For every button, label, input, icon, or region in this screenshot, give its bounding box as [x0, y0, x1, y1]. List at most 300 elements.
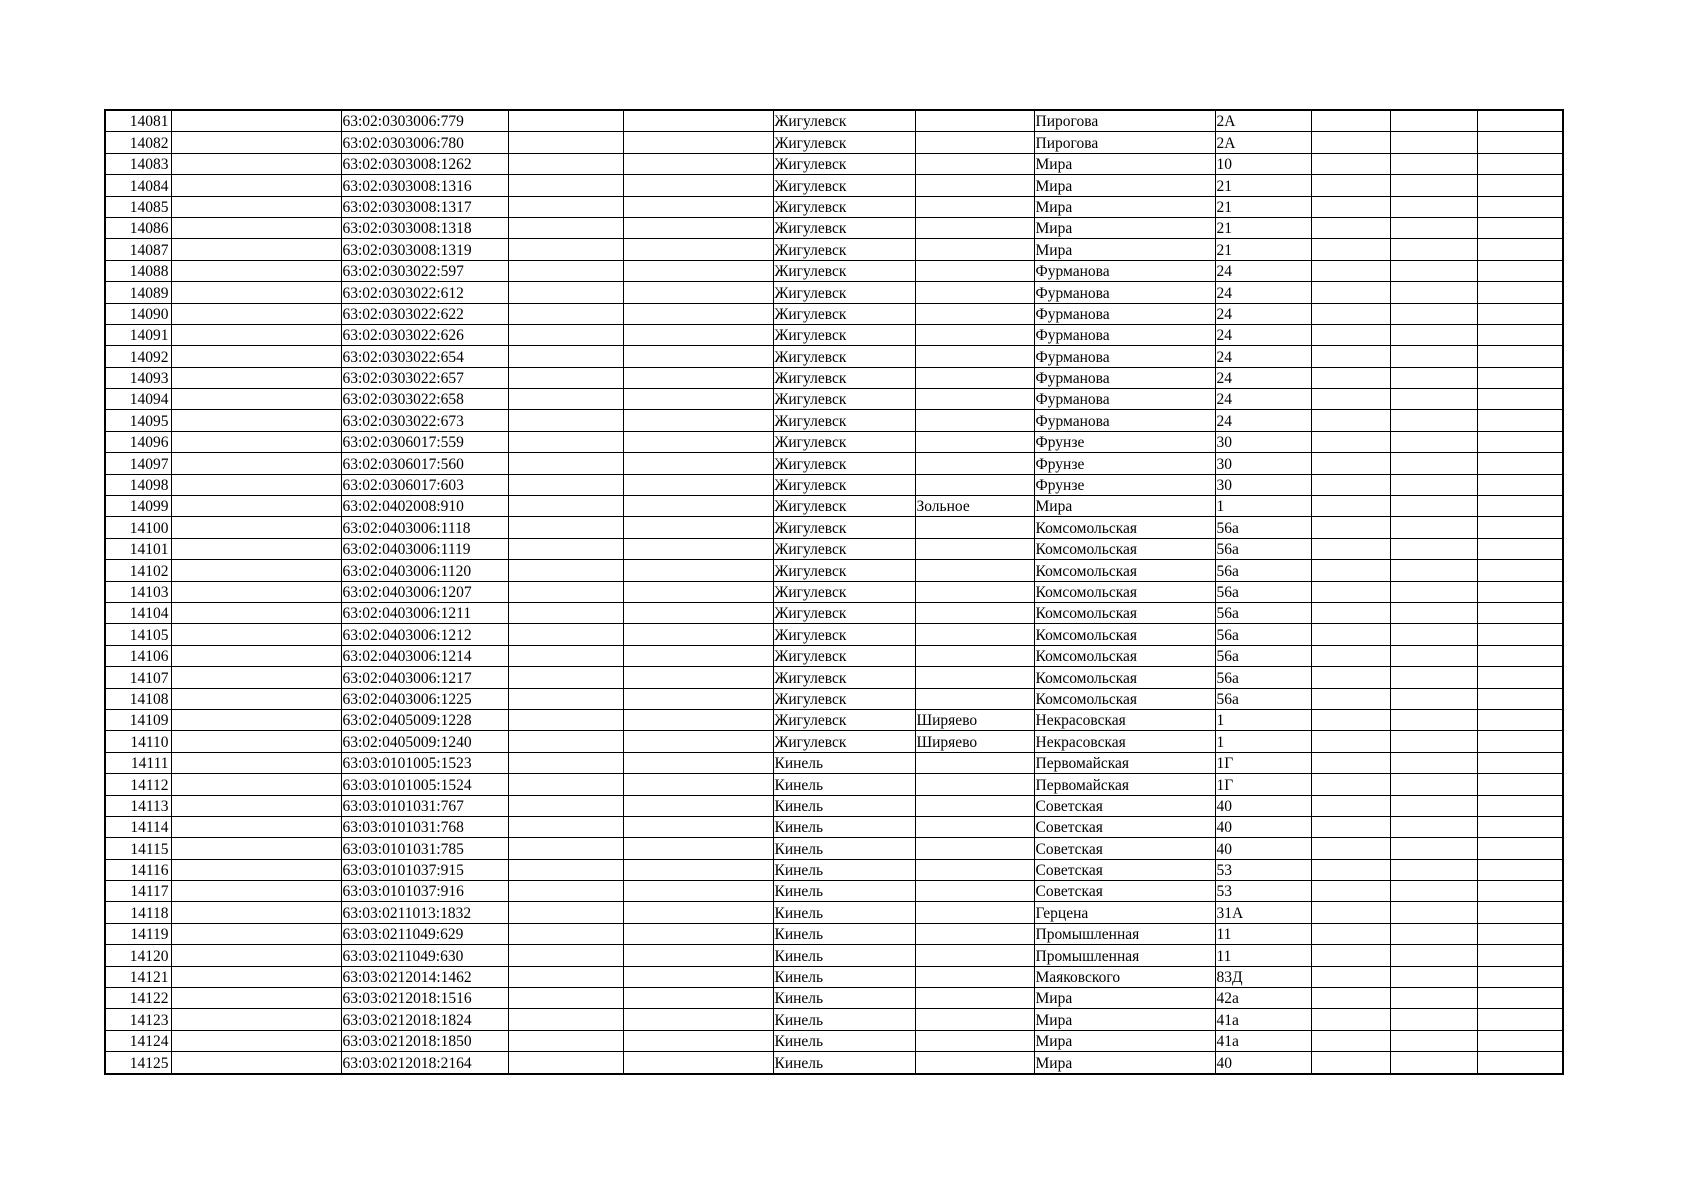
street-cell: Мира — [1034, 196, 1215, 217]
blank-a-cell — [171, 560, 341, 581]
row-number-cell: 14091 — [105, 324, 171, 345]
cadastral-number-cell: 63:02:0403006:1217 — [341, 667, 508, 688]
settlement-cell — [915, 624, 1034, 645]
street-cell: Герцена — [1034, 902, 1215, 923]
cadastral-number-cell: 63:03:0101031:768 — [341, 816, 508, 837]
blank-a-cell — [171, 602, 341, 623]
cadastral-number-cell: 63:02:0303022:658 — [341, 389, 508, 410]
blank-e-cell — [1390, 581, 1477, 602]
city-cell: Кинель — [773, 774, 915, 795]
blank-b-cell — [508, 217, 623, 238]
blank-a-cell — [171, 881, 341, 902]
blank-b-cell — [508, 346, 623, 367]
blank-a-cell — [171, 410, 341, 431]
house-number-cell: 24 — [1215, 346, 1311, 367]
row-number-cell: 14082 — [105, 132, 171, 153]
settlement-cell — [915, 923, 1034, 944]
house-number-cell: 24 — [1215, 389, 1311, 410]
house-number-cell: 1 — [1215, 496, 1311, 517]
blank-d-cell — [1311, 816, 1390, 837]
table-row — [105, 645, 1563, 666]
cadastral-number-cell: 63:02:0405009:1228 — [341, 709, 508, 730]
table-row — [105, 816, 1563, 837]
row-number-cell: 14097 — [105, 453, 171, 474]
row-number-cell: 14119 — [105, 923, 171, 944]
blank-f-cell — [1477, 496, 1563, 517]
blank-c-cell — [623, 303, 773, 324]
blank-c-cell — [623, 367, 773, 388]
street-cell: Мира — [1034, 217, 1215, 238]
blank-e-cell — [1390, 453, 1477, 474]
street-cell: Мира — [1034, 239, 1215, 260]
blank-b-cell — [508, 923, 623, 944]
row-number-cell: 14098 — [105, 474, 171, 495]
city-cell: Жигулевск — [773, 453, 915, 474]
property-registry-table — [104, 109, 1564, 1075]
blank-e-cell — [1390, 538, 1477, 559]
blank-d-cell — [1311, 560, 1390, 581]
city-cell: Жигулевск — [773, 175, 915, 196]
blank-c-cell — [623, 988, 773, 1009]
house-number-cell: 41а — [1215, 1009, 1311, 1030]
house-number-cell: 2А — [1215, 110, 1311, 132]
blank-c-cell — [623, 324, 773, 345]
cadastral-number-cell: 63:03:0212014:1462 — [341, 966, 508, 987]
blank-c-cell — [623, 859, 773, 880]
row-number-cell: 14089 — [105, 282, 171, 303]
table-row — [105, 667, 1563, 688]
blank-e-cell — [1390, 517, 1477, 538]
street-cell: Фрунзе — [1034, 453, 1215, 474]
blank-f-cell — [1477, 902, 1563, 923]
blank-a-cell — [171, 945, 341, 966]
settlement-cell — [915, 602, 1034, 623]
house-number-cell: 10 — [1215, 153, 1311, 174]
table-row — [105, 517, 1563, 538]
blank-e-cell — [1390, 945, 1477, 966]
blank-c-cell — [623, 110, 773, 132]
blank-c-cell — [623, 560, 773, 581]
blank-f-cell — [1477, 923, 1563, 944]
blank-c-cell — [623, 774, 773, 795]
blank-b-cell — [508, 560, 623, 581]
blank-d-cell — [1311, 110, 1390, 132]
blank-c-cell — [623, 581, 773, 602]
blank-e-cell — [1390, 282, 1477, 303]
city-cell: Жигулевск — [773, 389, 915, 410]
blank-d-cell — [1311, 945, 1390, 966]
settlement-cell — [915, 110, 1034, 132]
blank-d-cell — [1311, 923, 1390, 944]
blank-f-cell — [1477, 688, 1563, 709]
blank-e-cell — [1390, 795, 1477, 816]
blank-e-cell — [1390, 731, 1477, 752]
blank-e-cell — [1390, 881, 1477, 902]
cadastral-number-cell: 63:02:0303008:1318 — [341, 217, 508, 238]
settlement-cell — [915, 859, 1034, 880]
blank-a-cell — [171, 1009, 341, 1030]
registry-body — [105, 110, 1563, 1074]
table-row — [105, 496, 1563, 517]
cadastral-number-cell: 63:03:0212018:1850 — [341, 1030, 508, 1051]
blank-d-cell — [1311, 795, 1390, 816]
blank-b-cell — [508, 517, 623, 538]
settlement-cell — [915, 431, 1034, 452]
street-cell: Комсомольская — [1034, 602, 1215, 623]
cadastral-number-cell: 63:03:0211049:630 — [341, 945, 508, 966]
blank-a-cell — [171, 153, 341, 174]
blank-e-cell — [1390, 1030, 1477, 1051]
house-number-cell: 56а — [1215, 560, 1311, 581]
cadastral-number-cell: 63:03:0101005:1524 — [341, 774, 508, 795]
settlement-cell — [915, 282, 1034, 303]
table-row — [105, 688, 1563, 709]
cadastral-number-cell: 63:02:0306017:560 — [341, 453, 508, 474]
table-row — [105, 1009, 1563, 1030]
blank-c-cell — [623, 602, 773, 623]
blank-a-cell — [171, 196, 341, 217]
blank-e-cell — [1390, 410, 1477, 431]
settlement-cell — [915, 239, 1034, 260]
city-cell: Жигулевск — [773, 303, 915, 324]
blank-a-cell — [171, 110, 341, 132]
blank-c-cell — [623, 1009, 773, 1030]
blank-b-cell — [508, 581, 623, 602]
cadastral-number-cell: 63:03:0212018:1516 — [341, 988, 508, 1009]
blank-e-cell — [1390, 367, 1477, 388]
blank-d-cell — [1311, 667, 1390, 688]
settlement-cell — [915, 175, 1034, 196]
blank-d-cell — [1311, 474, 1390, 495]
blank-c-cell — [623, 966, 773, 987]
blank-b-cell — [508, 795, 623, 816]
blank-b-cell — [508, 1030, 623, 1051]
cadastral-number-cell: 63:02:0405009:1240 — [341, 731, 508, 752]
house-number-cell: 21 — [1215, 217, 1311, 238]
blank-d-cell — [1311, 324, 1390, 345]
blank-c-cell — [623, 132, 773, 153]
blank-e-cell — [1390, 774, 1477, 795]
cadastral-number-cell: 63:03:0101005:1523 — [341, 752, 508, 773]
table-row — [105, 110, 1563, 132]
table-row — [105, 367, 1563, 388]
row-number-cell: 14114 — [105, 816, 171, 837]
blank-b-cell — [508, 667, 623, 688]
table-row — [105, 453, 1563, 474]
row-number-cell: 14109 — [105, 709, 171, 730]
blank-b-cell — [508, 153, 623, 174]
cadastral-number-cell: 63:02:0303022:622 — [341, 303, 508, 324]
settlement-cell — [915, 153, 1034, 174]
row-number-cell: 14105 — [105, 624, 171, 645]
house-number-cell: 56а — [1215, 538, 1311, 559]
cadastral-number-cell: 63:02:0303022:657 — [341, 367, 508, 388]
street-cell: Советская — [1034, 881, 1215, 902]
settlement-cell — [915, 902, 1034, 923]
blank-a-cell — [171, 624, 341, 645]
blank-b-cell — [508, 410, 623, 431]
blank-c-cell — [623, 453, 773, 474]
blank-a-cell — [171, 538, 341, 559]
street-cell: Советская — [1034, 838, 1215, 859]
blank-a-cell — [171, 988, 341, 1009]
house-number-cell: 56а — [1215, 624, 1311, 645]
blank-a-cell — [171, 966, 341, 987]
row-number-cell: 14102 — [105, 560, 171, 581]
blank-e-cell — [1390, 709, 1477, 730]
blank-e-cell — [1390, 239, 1477, 260]
blank-d-cell — [1311, 217, 1390, 238]
blank-a-cell — [171, 752, 341, 773]
blank-b-cell — [508, 389, 623, 410]
blank-c-cell — [623, 431, 773, 452]
blank-f-cell — [1477, 1009, 1563, 1030]
blank-c-cell — [623, 838, 773, 859]
blank-a-cell — [171, 795, 341, 816]
settlement-cell — [915, 367, 1034, 388]
row-number-cell: 14081 — [105, 110, 171, 132]
blank-d-cell — [1311, 752, 1390, 773]
city-cell: Кинель — [773, 1030, 915, 1051]
blank-f-cell — [1477, 367, 1563, 388]
table-row — [105, 731, 1563, 752]
city-cell: Кинель — [773, 1009, 915, 1030]
street-cell: Фурманова — [1034, 410, 1215, 431]
blank-a-cell — [171, 175, 341, 196]
blank-f-cell — [1477, 774, 1563, 795]
blank-b-cell — [508, 602, 623, 623]
row-number-cell: 14110 — [105, 731, 171, 752]
blank-b-cell — [508, 474, 623, 495]
blank-d-cell — [1311, 132, 1390, 153]
blank-b-cell — [508, 645, 623, 666]
settlement-cell: Зольное — [915, 496, 1034, 517]
blank-f-cell — [1477, 624, 1563, 645]
blank-a-cell — [171, 282, 341, 303]
city-cell: Жигулевск — [773, 581, 915, 602]
row-number-cell: 14113 — [105, 795, 171, 816]
house-number-cell: 53 — [1215, 859, 1311, 880]
settlement-cell — [915, 795, 1034, 816]
blank-a-cell — [171, 453, 341, 474]
blank-a-cell — [171, 346, 341, 367]
street-cell: Комсомольская — [1034, 624, 1215, 645]
city-cell: Жигулевск — [773, 560, 915, 581]
blank-f-cell — [1477, 389, 1563, 410]
row-number-cell: 14092 — [105, 346, 171, 367]
settlement-cell — [915, 217, 1034, 238]
blank-b-cell — [508, 881, 623, 902]
row-number-cell: 14087 — [105, 239, 171, 260]
row-number-cell: 14083 — [105, 153, 171, 174]
blank-a-cell — [171, 902, 341, 923]
settlement-cell — [915, 1052, 1034, 1074]
blank-d-cell — [1311, 1030, 1390, 1051]
blank-f-cell — [1477, 881, 1563, 902]
house-number-cell: 56а — [1215, 602, 1311, 623]
cadastral-number-cell: 63:02:0306017:559 — [341, 431, 508, 452]
settlement-cell — [915, 1030, 1034, 1051]
table-row — [105, 624, 1563, 645]
street-cell: Комсомольская — [1034, 538, 1215, 559]
blank-f-cell — [1477, 538, 1563, 559]
house-number-cell: 11 — [1215, 923, 1311, 944]
settlement-cell — [915, 453, 1034, 474]
blank-b-cell — [508, 816, 623, 837]
row-number-cell: 14120 — [105, 945, 171, 966]
cadastral-number-cell: 63:03:0211049:629 — [341, 923, 508, 944]
blank-d-cell — [1311, 774, 1390, 795]
blank-a-cell — [171, 389, 341, 410]
street-cell: Промышленная — [1034, 945, 1215, 966]
blank-d-cell — [1311, 303, 1390, 324]
blank-a-cell — [171, 645, 341, 666]
blank-f-cell — [1477, 988, 1563, 1009]
cadastral-number-cell: 63:02:0303008:1317 — [341, 196, 508, 217]
house-number-cell: 1Г — [1215, 774, 1311, 795]
blank-c-cell — [623, 474, 773, 495]
city-cell: Жигулевск — [773, 496, 915, 517]
blank-e-cell — [1390, 688, 1477, 709]
street-cell: Мира — [1034, 175, 1215, 196]
house-number-cell: 24 — [1215, 303, 1311, 324]
row-number-cell: 14111 — [105, 752, 171, 773]
house-number-cell: 24 — [1215, 324, 1311, 345]
settlement-cell — [915, 474, 1034, 495]
street-cell: Комсомольская — [1034, 517, 1215, 538]
city-cell: Жигулевск — [773, 153, 915, 174]
blank-a-cell — [171, 688, 341, 709]
settlement-cell: Ширяево — [915, 731, 1034, 752]
settlement-cell — [915, 838, 1034, 859]
settlement-cell — [915, 410, 1034, 431]
blank-c-cell — [623, 196, 773, 217]
blank-f-cell — [1477, 410, 1563, 431]
blank-e-cell — [1390, 474, 1477, 495]
cadastral-number-cell: 63:02:0403006:1118 — [341, 517, 508, 538]
blank-e-cell — [1390, 923, 1477, 944]
blank-e-cell — [1390, 260, 1477, 281]
cadastral-number-cell: 63:03:0212018:1824 — [341, 1009, 508, 1030]
table-row — [105, 859, 1563, 880]
cadastral-number-cell: 63:02:0303022:597 — [341, 260, 508, 281]
blank-c-cell — [623, 282, 773, 303]
blank-d-cell — [1311, 902, 1390, 923]
row-number-cell: 14103 — [105, 581, 171, 602]
table-row — [105, 474, 1563, 495]
blank-d-cell — [1311, 346, 1390, 367]
blank-f-cell — [1477, 110, 1563, 132]
row-number-cell: 14125 — [105, 1052, 171, 1074]
street-cell: Первомайская — [1034, 752, 1215, 773]
blank-c-cell — [623, 517, 773, 538]
blank-b-cell — [508, 453, 623, 474]
blank-b-cell — [508, 175, 623, 196]
blank-d-cell — [1311, 988, 1390, 1009]
city-cell: Жигулевск — [773, 538, 915, 559]
city-cell: Кинель — [773, 988, 915, 1009]
street-cell: Мира — [1034, 1052, 1215, 1074]
city-cell: Кинель — [773, 945, 915, 966]
blank-d-cell — [1311, 581, 1390, 602]
blank-e-cell — [1390, 217, 1477, 238]
blank-a-cell — [171, 517, 341, 538]
street-cell: Фрунзе — [1034, 474, 1215, 495]
house-number-cell: 56а — [1215, 581, 1311, 602]
house-number-cell: 24 — [1215, 260, 1311, 281]
city-cell: Кинель — [773, 795, 915, 816]
row-number-cell: 14122 — [105, 988, 171, 1009]
settlement-cell — [915, 945, 1034, 966]
blank-f-cell — [1477, 303, 1563, 324]
blank-b-cell — [508, 774, 623, 795]
cadastral-number-cell: 63:02:0303008:1319 — [341, 239, 508, 260]
blank-c-cell — [623, 346, 773, 367]
blank-e-cell — [1390, 752, 1477, 773]
table-row — [105, 774, 1563, 795]
city-cell: Жигулевск — [773, 688, 915, 709]
blank-b-cell — [508, 367, 623, 388]
blank-e-cell — [1390, 966, 1477, 987]
city-cell: Жигулевск — [773, 110, 915, 132]
blank-e-cell — [1390, 902, 1477, 923]
blank-c-cell — [623, 153, 773, 174]
settlement-cell — [915, 581, 1034, 602]
city-cell: Жигулевск — [773, 282, 915, 303]
settlement-cell — [915, 303, 1034, 324]
blank-f-cell — [1477, 667, 1563, 688]
row-number-cell: 14096 — [105, 431, 171, 452]
blank-a-cell — [171, 431, 341, 452]
blank-b-cell — [508, 838, 623, 859]
blank-c-cell — [623, 731, 773, 752]
blank-e-cell — [1390, 1052, 1477, 1074]
cadastral-number-cell: 63:03:0212018:2164 — [341, 1052, 508, 1074]
blank-f-cell — [1477, 838, 1563, 859]
blank-a-cell — [171, 774, 341, 795]
city-cell: Жигулевск — [773, 731, 915, 752]
blank-e-cell — [1390, 645, 1477, 666]
street-cell: Маяковского — [1034, 966, 1215, 987]
blank-b-cell — [508, 431, 623, 452]
settlement-cell — [915, 132, 1034, 153]
city-cell: Жигулевск — [773, 217, 915, 238]
blank-c-cell — [623, 410, 773, 431]
city-cell: Жигулевск — [773, 346, 915, 367]
blank-c-cell — [623, 496, 773, 517]
city-cell: Кинель — [773, 816, 915, 837]
table-row — [105, 752, 1563, 773]
street-cell: Первомайская — [1034, 774, 1215, 795]
row-number-cell: 14123 — [105, 1009, 171, 1030]
blank-d-cell — [1311, 859, 1390, 880]
house-number-cell: 21 — [1215, 196, 1311, 217]
street-cell: Мира — [1034, 988, 1215, 1009]
cadastral-number-cell: 63:02:0403006:1214 — [341, 645, 508, 666]
row-number-cell: 14107 — [105, 667, 171, 688]
blank-b-cell — [508, 110, 623, 132]
blank-b-cell — [508, 324, 623, 345]
street-cell: Фурманова — [1034, 282, 1215, 303]
blank-f-cell — [1477, 175, 1563, 196]
row-number-cell: 14112 — [105, 774, 171, 795]
blank-e-cell — [1390, 132, 1477, 153]
table-row — [105, 303, 1563, 324]
street-cell: Фрунзе — [1034, 431, 1215, 452]
blank-f-cell — [1477, 731, 1563, 752]
house-number-cell: 56а — [1215, 688, 1311, 709]
house-number-cell: 83Д — [1215, 966, 1311, 987]
